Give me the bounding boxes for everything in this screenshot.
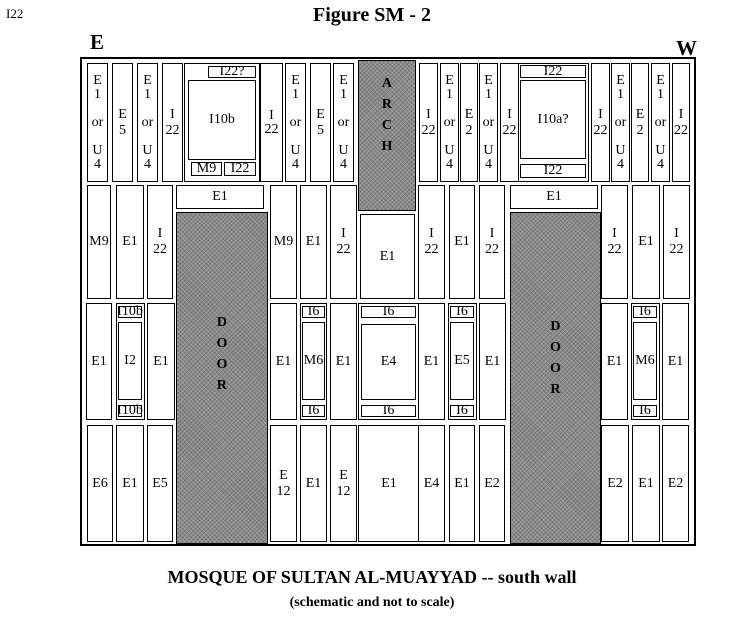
middle-panel-10-label: I 22 [607,226,622,257]
lower-panel-11-label: E1 [606,353,623,369]
middle-panel-4-label: M9 [273,234,294,249]
top-panel-1-label: E 1 or U 4 [91,72,104,172]
middle-panel-2-label: E1 [122,234,138,249]
middle-panel-8-label: E1 [454,234,470,249]
lower-panel-m6-label: M6 [303,353,324,368]
lower-panel-10-label: E1 [484,353,501,369]
lower-panel-6-label: E1 [335,353,352,369]
bottom-panel-6-label: E 12 [336,467,351,499]
top-panel-8-label: I 22 [421,106,436,138]
top-panel-9-label: E 1 or U 4 [443,72,456,172]
bottom-panel-1-label: E6 [92,475,108,491]
lower-label-i10b-bottom-label: I10b [117,403,143,418]
top-label-i22-upper-label: I22 [543,63,563,79]
lower-panel-1-label: E1 [91,353,107,369]
lower-label-i6-a-label: I6 [307,304,320,319]
east-door-label: D O O R [216,315,228,393]
bottom-panel-12-label: E1 [638,475,654,491]
top-panel-14-label: E 1 or U 4 [614,72,627,172]
bottom-panel-10-label: E2 [484,475,500,491]
middle-panel-1-label: M9 [89,234,109,249]
lower-label-i6-g-label: I6 [639,304,651,319]
lower-panel-i2-label: I2 [124,353,136,368]
top-label-m9-label: M9 [196,161,217,176]
top-panel-7-label: E 1 or U 4 [337,72,350,172]
middle-panel-11-label: E1 [638,234,654,249]
lower-label-i6-c-label: I6 [382,304,395,319]
lower-panel-e5-label: E5 [454,353,470,368]
top-panel-16-label: E 1 or U 4 [654,72,667,172]
lower-panel-m6-west-label: M6 [635,353,655,368]
top-panel-10-label: E 2 [464,106,474,138]
lower-label-i6-d-label: I6 [382,403,395,418]
bottom-panel-5-label: E1 [305,475,322,491]
top-panel-6-label: E 5 [316,106,325,138]
lower-label-i10b-top-label: I10b [117,304,143,319]
bottom-panel-13-label: E2 [667,475,684,491]
compass-west: W [676,36,697,60]
lower-panel-8-label: E1 [423,353,440,369]
top-panel-5-label: E 1 or U 4 [289,72,302,172]
top-panel-17-label: I 22 [674,106,688,138]
middle-panel-12-label: I 22 [669,226,684,257]
bottom-panel-3-label: E5 [152,475,168,491]
caption-main: MOSQUE OF SULTAN AL-MUAYYAD -- south wall [167,567,577,587]
bottom-panel-7-label: E1 [381,475,397,491]
middle-panel-center-e1-label: E1 [379,248,396,264]
top-panel-11-label: E 1 or U 4 [482,72,495,172]
bottom-panel-8-label: E4 [423,475,440,491]
bottom-panel-4-label: E 12 [276,467,291,499]
caption-sub: (schematic and not to scale) [289,595,455,610]
figure-title: Figure SM - 2 [313,4,431,26]
bottom-panel-2-label: E1 [122,475,138,491]
lower-panel-3-label: E1 [153,353,169,369]
lower-panel-4-label: E1 [275,353,292,369]
top-label-i22-label: I22 [230,161,250,176]
lower-panel-13-label: E1 [667,353,684,369]
west-door-label: D O O R [550,319,561,397]
lower-label-i6-e-label: I6 [456,304,468,319]
middle-panel-7-label: I 22 [424,226,439,257]
middle-panel-3-label: I 22 [153,226,167,257]
top-panel-i10b-label: I10b [209,112,235,127]
top-panel-3-label: E 1 or U 4 [141,72,154,172]
lower-label-i6-f-label: I6 [456,403,468,418]
top-panel-i22-east-label: I 22 [264,107,279,137]
top-panel-i10a-label: I10a? [537,111,569,127]
middle-panel-9-label: I 22 [485,226,499,257]
bottom-panel-11-label: E2 [607,475,623,491]
middle-panel-6-label: I 22 [336,226,351,257]
top-panel-2-label: E 5 [118,106,127,138]
top-panel-15-label: E 2 [635,106,645,138]
top-panel-12-label: I 22 [502,106,517,138]
bottom-panel-9-label: E1 [454,475,470,491]
e1-over-west-door-label: E1 [546,189,562,204]
e1-over-east-door-label: E1 [212,189,228,204]
arch-label: A R C H [381,76,393,154]
top-panel-13-label: I 22 [593,106,608,138]
lower-label-i6-h-label: I6 [639,403,651,418]
top-panel-4-label: I 22 [165,106,180,138]
top-label-i22q-label: I22? [219,64,245,79]
compass-east: E [90,30,105,54]
lower-panel-e4-label: E4 [380,354,397,369]
corner-reference: I22 [6,6,24,21]
middle-panel-5-label: E1 [305,234,322,249]
top-label-i22-lower-label: I22 [543,163,563,178]
lower-label-i6-b-label: I6 [307,403,320,418]
